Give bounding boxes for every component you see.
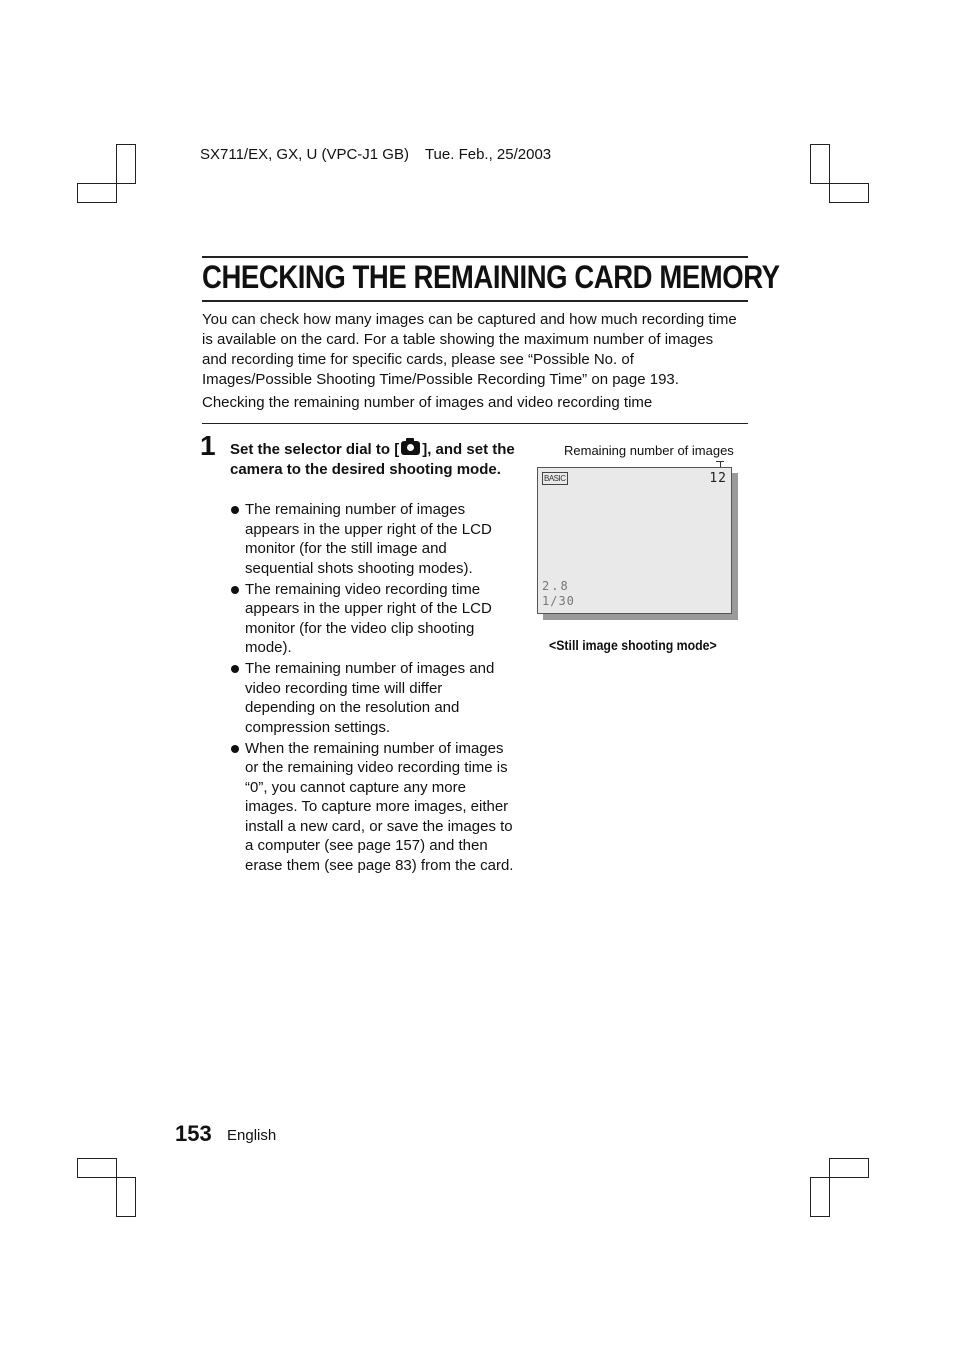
lcd-quality-badge: BASIC bbox=[544, 474, 566, 483]
title-rule-top bbox=[202, 256, 748, 258]
bullet-item: The remaining number of images and video recording time will differ depending on the resolution and compression settings. bbox=[230, 659, 515, 737]
header-date: Tue. Feb., 25/2003 bbox=[424, 146, 552, 163]
crop-mark-bottom-right-v bbox=[810, 1177, 830, 1217]
crop-mark-bottom-left-h bbox=[77, 1158, 117, 1178]
bullet-item: The remaining video recording time appears in the upper right of the LCD monitor (for the video clip shooting mode). bbox=[230, 580, 515, 658]
crop-mark-top-right-h bbox=[829, 183, 869, 203]
page-number: 153 bbox=[175, 1121, 212, 1146]
bullet-item: The remaining number of images appears in the upper right of the LCD monitor (for the still image and sequential shots shooting modes). bbox=[230, 500, 515, 578]
lcd-remaining-count: 12 bbox=[709, 471, 727, 486]
intro-paragraph: You can check how many images can be captured and how much recording time is available on the card. For a table showing the maximum number of images and recording time for specific cards, please see “Possible No. of Images/Possible Shooting Time/Possible Recording Time” on page 193. bbox=[202, 311, 737, 388]
step-number: 1 bbox=[200, 430, 216, 461]
crop-mark-top-left-h bbox=[77, 183, 117, 203]
step-text-after: ], and set the camera to the desired shooting mode. bbox=[230, 441, 515, 478]
lcd-screen-illustration bbox=[537, 467, 732, 614]
header-model: SX711/EX, GX, U (VPC-J1 GB) bbox=[200, 146, 409, 163]
crop-mark-bottom-left-v bbox=[116, 1177, 136, 1217]
bullet-dot-icon bbox=[231, 745, 239, 753]
print-header bbox=[200, 146, 551, 163]
step-instruction bbox=[230, 440, 520, 479]
camera-icon bbox=[401, 441, 420, 455]
crop-mark-top-right-v bbox=[810, 144, 830, 184]
section-subheading: Checking the remaining number of images and video recording time bbox=[202, 394, 653, 411]
page-language: English bbox=[227, 1127, 277, 1144]
section-rule bbox=[202, 423, 748, 424]
step-bullet-list bbox=[230, 500, 515, 877]
bullet-dot-icon bbox=[231, 586, 239, 594]
step-text-before: Set the selector dial to [ bbox=[230, 441, 400, 458]
lcd-aperture: 2.8 bbox=[542, 579, 570, 593]
crop-mark-bottom-right-h bbox=[829, 1158, 869, 1178]
figure-caption: <Still image shooting mode> bbox=[549, 637, 717, 653]
lcd-shutter-speed: 1/30 bbox=[542, 594, 575, 608]
title-rule-bottom bbox=[202, 300, 748, 302]
figure-callout-label: Remaining number of images bbox=[564, 443, 734, 458]
bullet-item: When the remaining number of images or the remaining video recording time is “0”, you cannot capture any more images. To capture more images, either install a new card, or save the images to a computer (see page 157) and then erase them (see page 83) from the card. bbox=[230, 739, 515, 876]
bullet-dot-icon bbox=[231, 665, 239, 673]
crop-mark-top-left-v bbox=[116, 144, 136, 184]
bullet-dot-icon bbox=[231, 506, 239, 514]
page-title: CHECKING THE REMAINING CARD MEMORY bbox=[202, 259, 780, 295]
